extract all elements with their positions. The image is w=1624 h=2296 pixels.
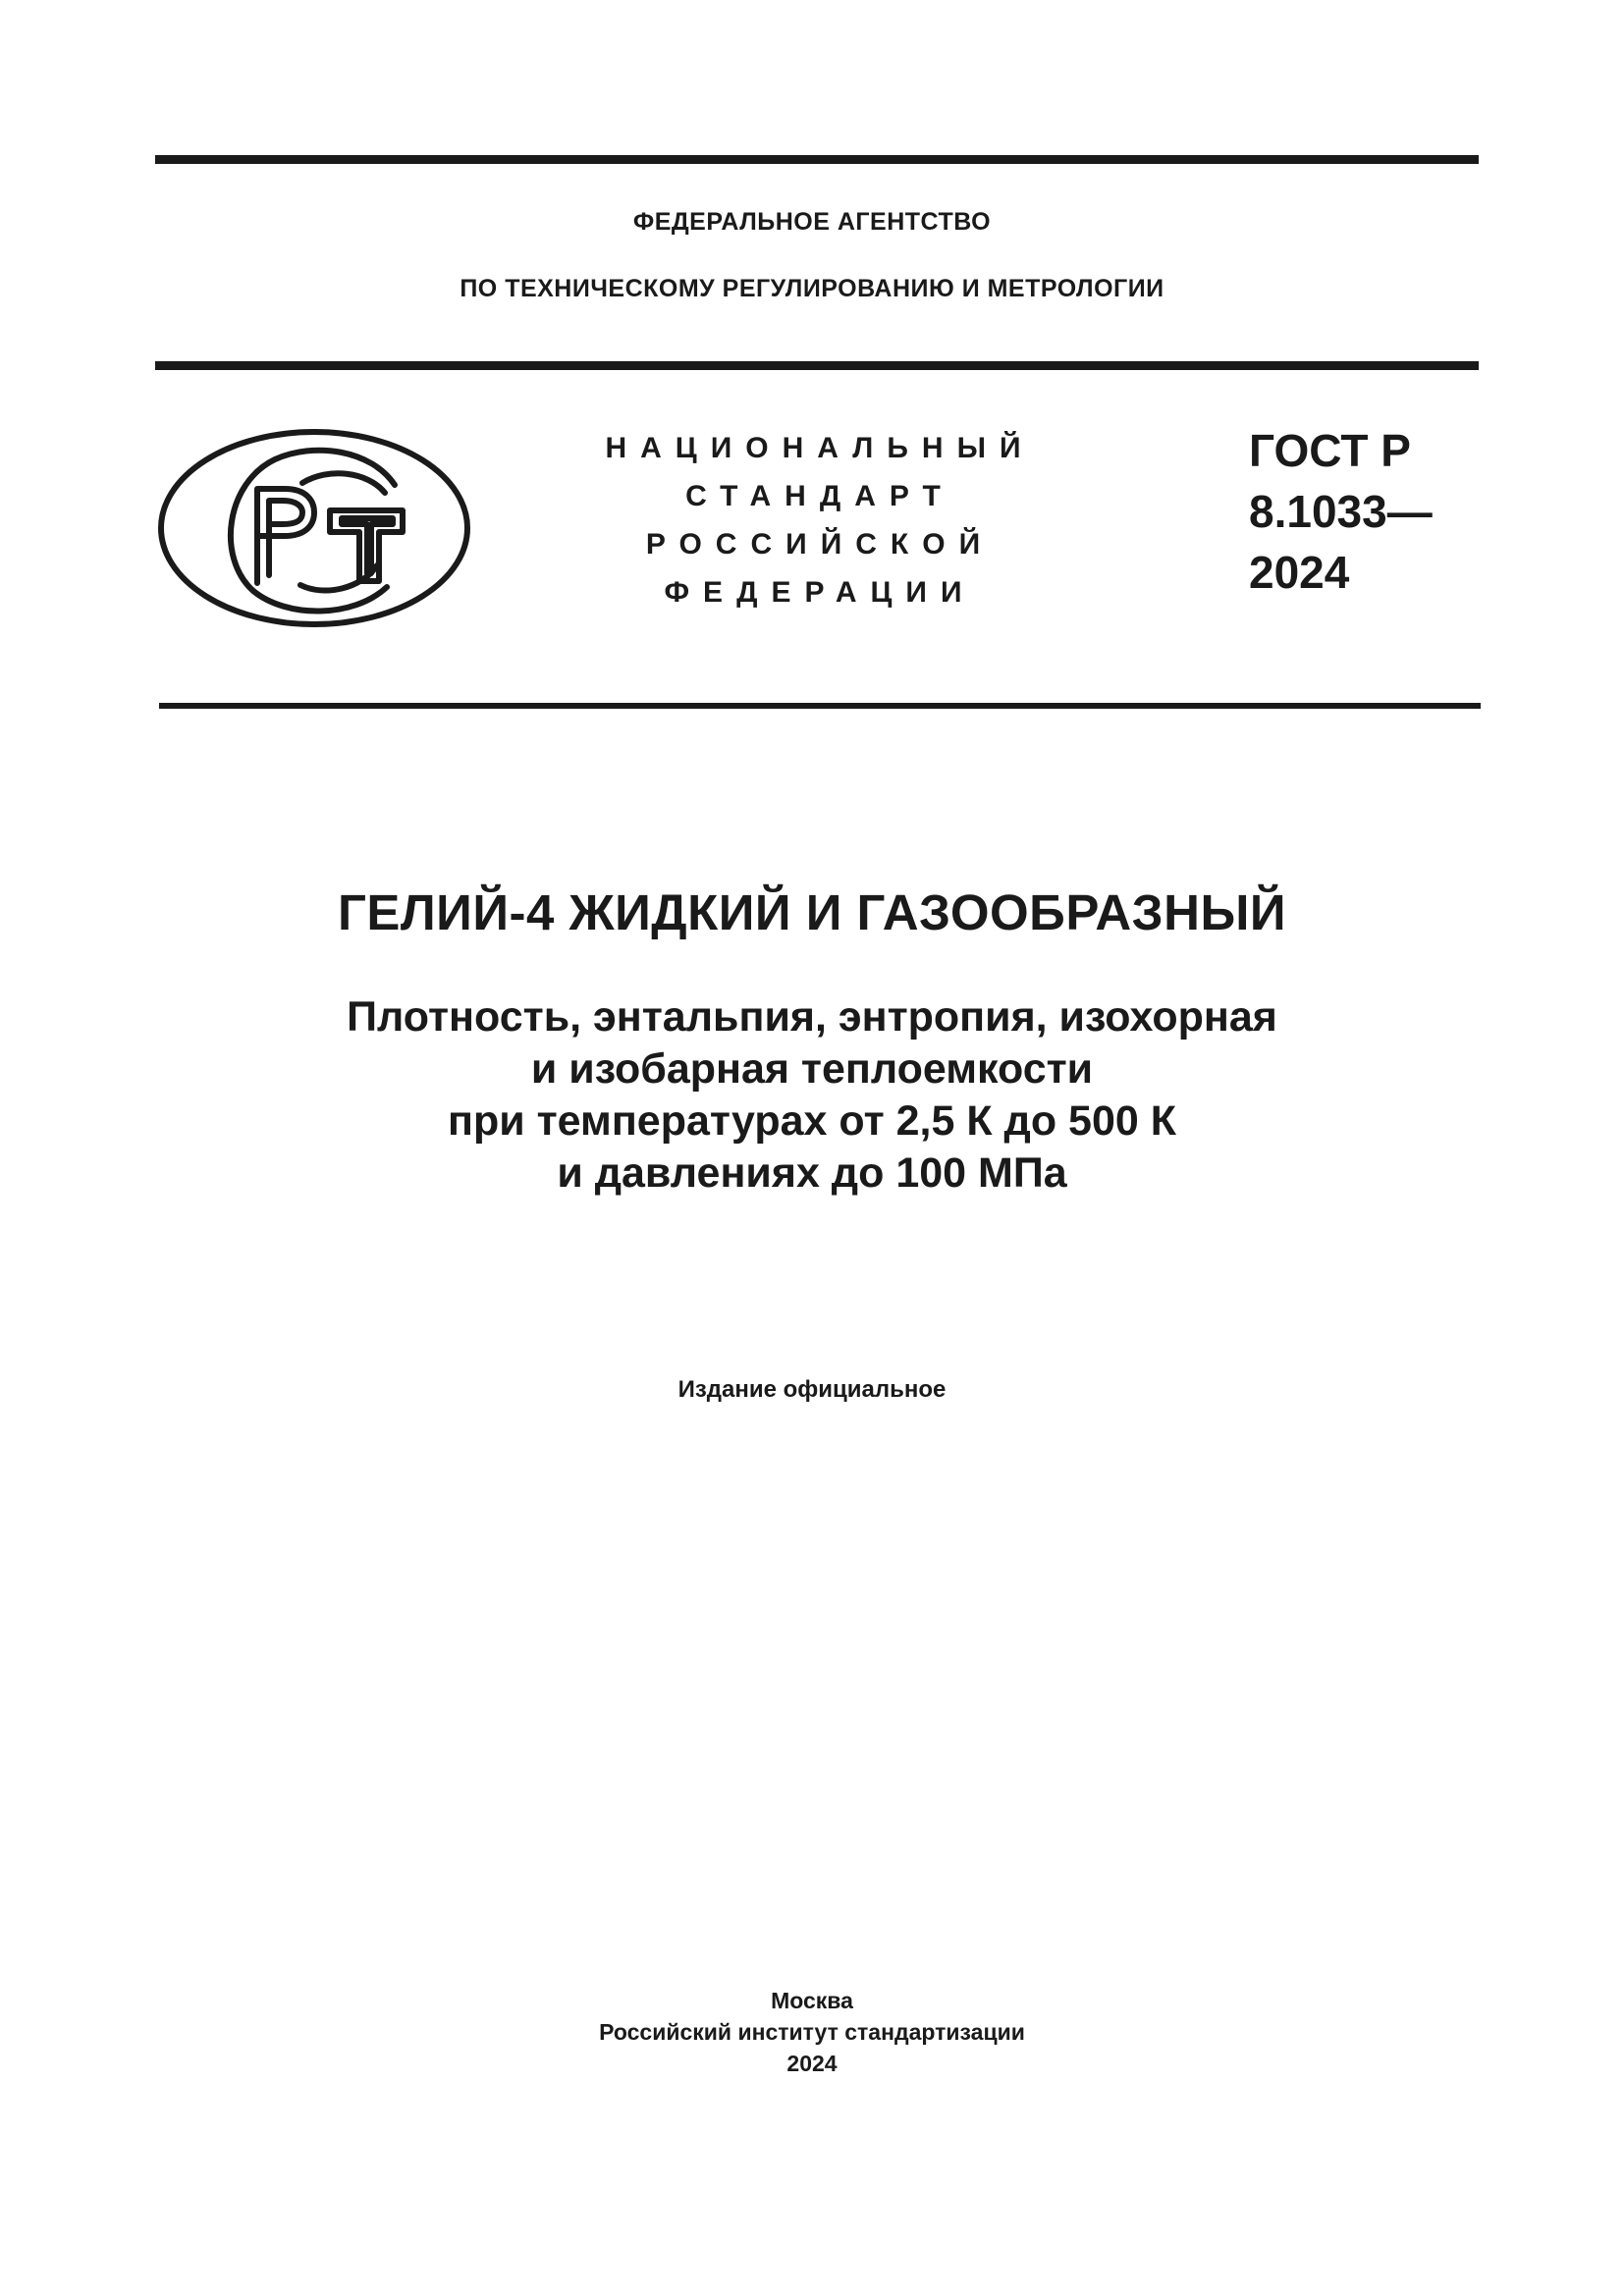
subtitle-line: при температурах от 2,5 К до 500 К: [448, 1097, 1176, 1145]
national-title-line: СТАНДАРТ: [685, 480, 954, 512]
subtitle-line: и изобарная теплоемкости: [530, 1045, 1094, 1093]
national-title-line: НАЦИОНАЛЬНЫЙ: [605, 432, 1035, 464]
imprint-city: Москва: [771, 1988, 853, 2013]
subtitle-line: и давлениях до 100 МПа: [557, 1149, 1067, 1197]
designation-line: 2024: [1249, 547, 1350, 598]
document-subtitle: [0, 991, 1624, 1200]
national-standard-title: [589, 424, 1051, 616]
national-title-line: РОССИЙСКОЙ: [645, 528, 995, 561]
standard-designation: [1249, 420, 1433, 603]
agency-name-line2: ПО ТЕХНИЧЕСКОМУ РЕГУЛИРОВАНИЮ И МЕТРОЛОГИИ: [460, 275, 1164, 302]
header-divider: [155, 361, 1479, 370]
imprint-year: 2024: [786, 2051, 838, 2076]
imprint-publisher: Российский институт стандартизации: [599, 2019, 1025, 2045]
rst-certification-mark-icon: [157, 428, 471, 628]
header-bottom-divider: [159, 703, 1481, 709]
agency-name-line1: ФЕДЕРАЛЬНОЕ АГЕНТСТВО: [632, 208, 992, 236]
designation-line: ГОСТ Р: [1249, 425, 1411, 476]
top-divider: [155, 155, 1479, 164]
subtitle-line: Плотность, энтальпия, энтропия, изохорная: [347, 993, 1277, 1041]
imprint: [0, 1985, 1624, 2079]
national-title-line: ФЕДЕРАЦИИ: [664, 576, 976, 609]
document-title: ГЕЛИЙ-4 ЖИДКИЙ И ГАЗООБРАЗНЫЙ: [337, 884, 1287, 940]
designation-line: 8.1033—: [1249, 486, 1433, 537]
edition-note: Издание официальное: [677, 1376, 947, 1403]
